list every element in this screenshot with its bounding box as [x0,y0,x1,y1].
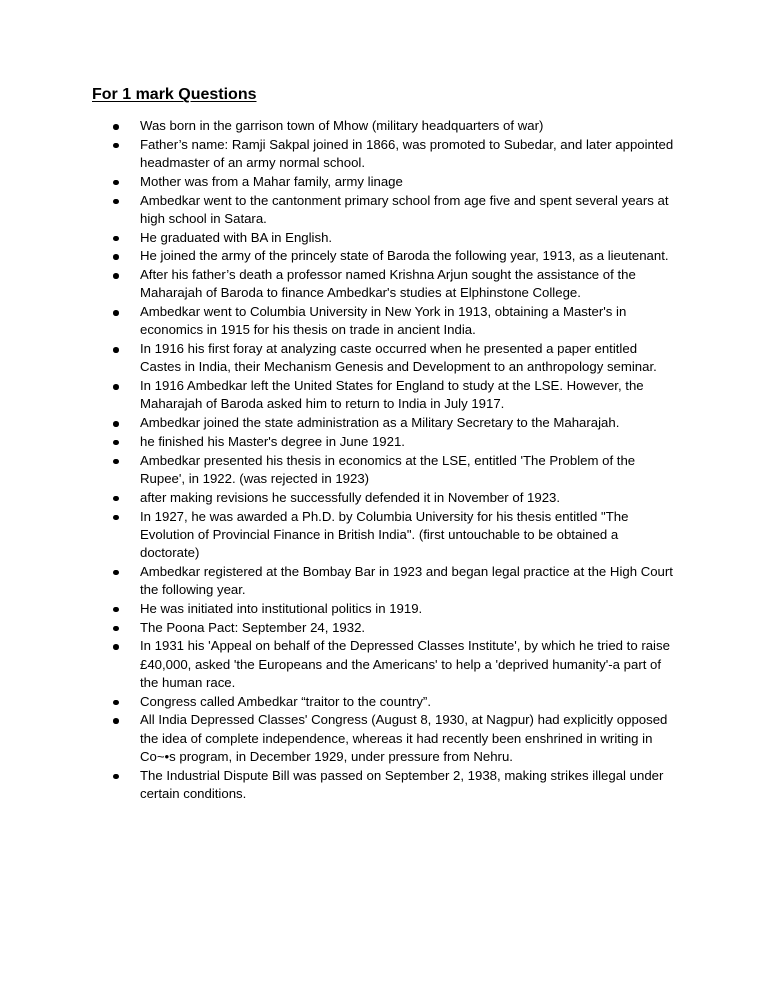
list-item-text: Ambedkar went to Columbia University in New York in 1913, obtaining a Master's in economics in 1915 for his thesis on trade in ancient India. [140,304,627,338]
bullet-icon [113,644,119,650]
list-item-text: In 1931 his 'Appeal on behalf of the Depressed Classes Institute', by which he tried to raise £40,000, asked 'the Europeans and the Americans' to help a 'deprived humanity'-a part of the human race. [140,638,670,690]
list-item-text: Ambedkar registered at the Bombay Bar in 1923 and began legal practice at the High Court the following year. [140,563,673,597]
bullet-icon [113,626,119,632]
list-item-text: He graduated with BA in English. [140,229,333,245]
list-item [0,693,674,711]
bullet-icon [113,700,119,706]
list-item [0,563,674,599]
list-item [0,767,674,803]
list-item-text: he finished his Master's degree in June 1921. [140,433,405,449]
bullet-icon [113,254,119,260]
list-item-text: He joined the army of the princely state of Baroda the following year, 1913, as a lieutenant. [140,248,669,264]
list-item [0,340,674,376]
bullet-icon [113,607,119,613]
list-item [0,433,674,451]
list-item [0,377,674,413]
list-item [0,452,674,488]
bullet-icon [113,273,119,279]
list-item-text: after making revisions he successfully defended it in November of 1923. [140,489,561,505]
list-item-text: Father’s name: Ramji Sakpal joined in 1866, was promoted to Subedar, and later appointed headmaster of an army normal school. [140,136,674,170]
list-item-text: Ambedkar went to the cantonment primary school from age five and spent several years at high school in Satara. [140,192,669,226]
list-item [0,229,674,247]
list-item [0,600,674,618]
list-item [0,266,674,302]
list-item-text: All India Depressed Classes' Congress (August 8, 1930, at Nagpur) had explicitly opposed the idea of complete independence, whereas it had recently been enshrined in writing in Co~•s program, in December 1929, under pressure from Nehru. [140,712,668,764]
bullet-icon [113,459,119,465]
list-item-text: After his father’s death a professor named Krishna Arjun sought the assistance of the Maharajah of Baroda to finance Ambedkar's studies at Elphinstone College. [140,267,636,301]
list-item-text: Ambedkar presented his thesis in economics at the LSE, entitled 'The Problem of the Rupee', in 1922. (was rejected in 1923) [140,452,636,486]
section-heading: For 1 mark Questions [92,86,257,103]
list-item [0,414,674,432]
list-item-text: Ambedkar joined the state administration as a Military Secretary to the Maharajah. [140,415,620,431]
list-item-text: Mother was from a Mahar family, army linage [140,173,403,189]
list-item [0,489,674,507]
bullet-list [0,117,768,804]
bullet-icon [113,347,119,353]
list-item-text: He was initiated into institutional politics in 1919. [140,600,423,616]
bullet-icon [113,421,119,427]
list-item-text: Congress called Ambedkar “traitor to the country”. [140,693,431,709]
bullet-icon [113,496,119,502]
list-item [0,117,674,135]
list-item-text: The Poona Pact: September 24, 1932. [140,619,366,635]
list-item-text: In 1916 his first foray at analyzing caste occurred when he presented a paper entitled Castes in India, their Mechanism Genesis and Development to an anthropology seminar. [140,341,657,375]
list-item [0,192,674,228]
bullet-icon [113,384,119,390]
bullet-icon [113,310,119,316]
bullet-icon [113,236,119,242]
bullet-icon [113,440,119,446]
list-item [0,637,674,692]
bullet-icon [113,199,119,205]
list-item [0,136,674,172]
bullet-icon [113,124,119,130]
bullet-icon [113,515,119,521]
bullet-icon [113,570,119,576]
bullet-icon [113,143,119,149]
list-item-text: In 1916 Ambedkar left the United States for England to study at the LSE. However, the Maharajah of Baroda asked him to return to India in July 1917. [140,378,644,412]
list-item [0,173,674,191]
bullet-icon [113,718,119,724]
list-item-text: Was born in the garrison town of Mhow (military headquarters of war) [140,118,544,133]
bullet-icon [113,774,119,780]
list-item [0,619,674,637]
list-item-text: In 1927, he was awarded a Ph.D. by Columbia University for his thesis entitled "The Evolution of Provincial Finance in British India". (first untouchable to be obtained a doctorate) [140,508,629,560]
list-item [0,303,674,339]
list-item [0,711,674,766]
list-item-text: The Industrial Dispute Bill was passed on September 2, 1938, making strikes illegal under certain conditions. [140,767,664,801]
list-item [0,508,674,563]
bullet-icon [113,180,119,186]
list-item [0,247,674,265]
